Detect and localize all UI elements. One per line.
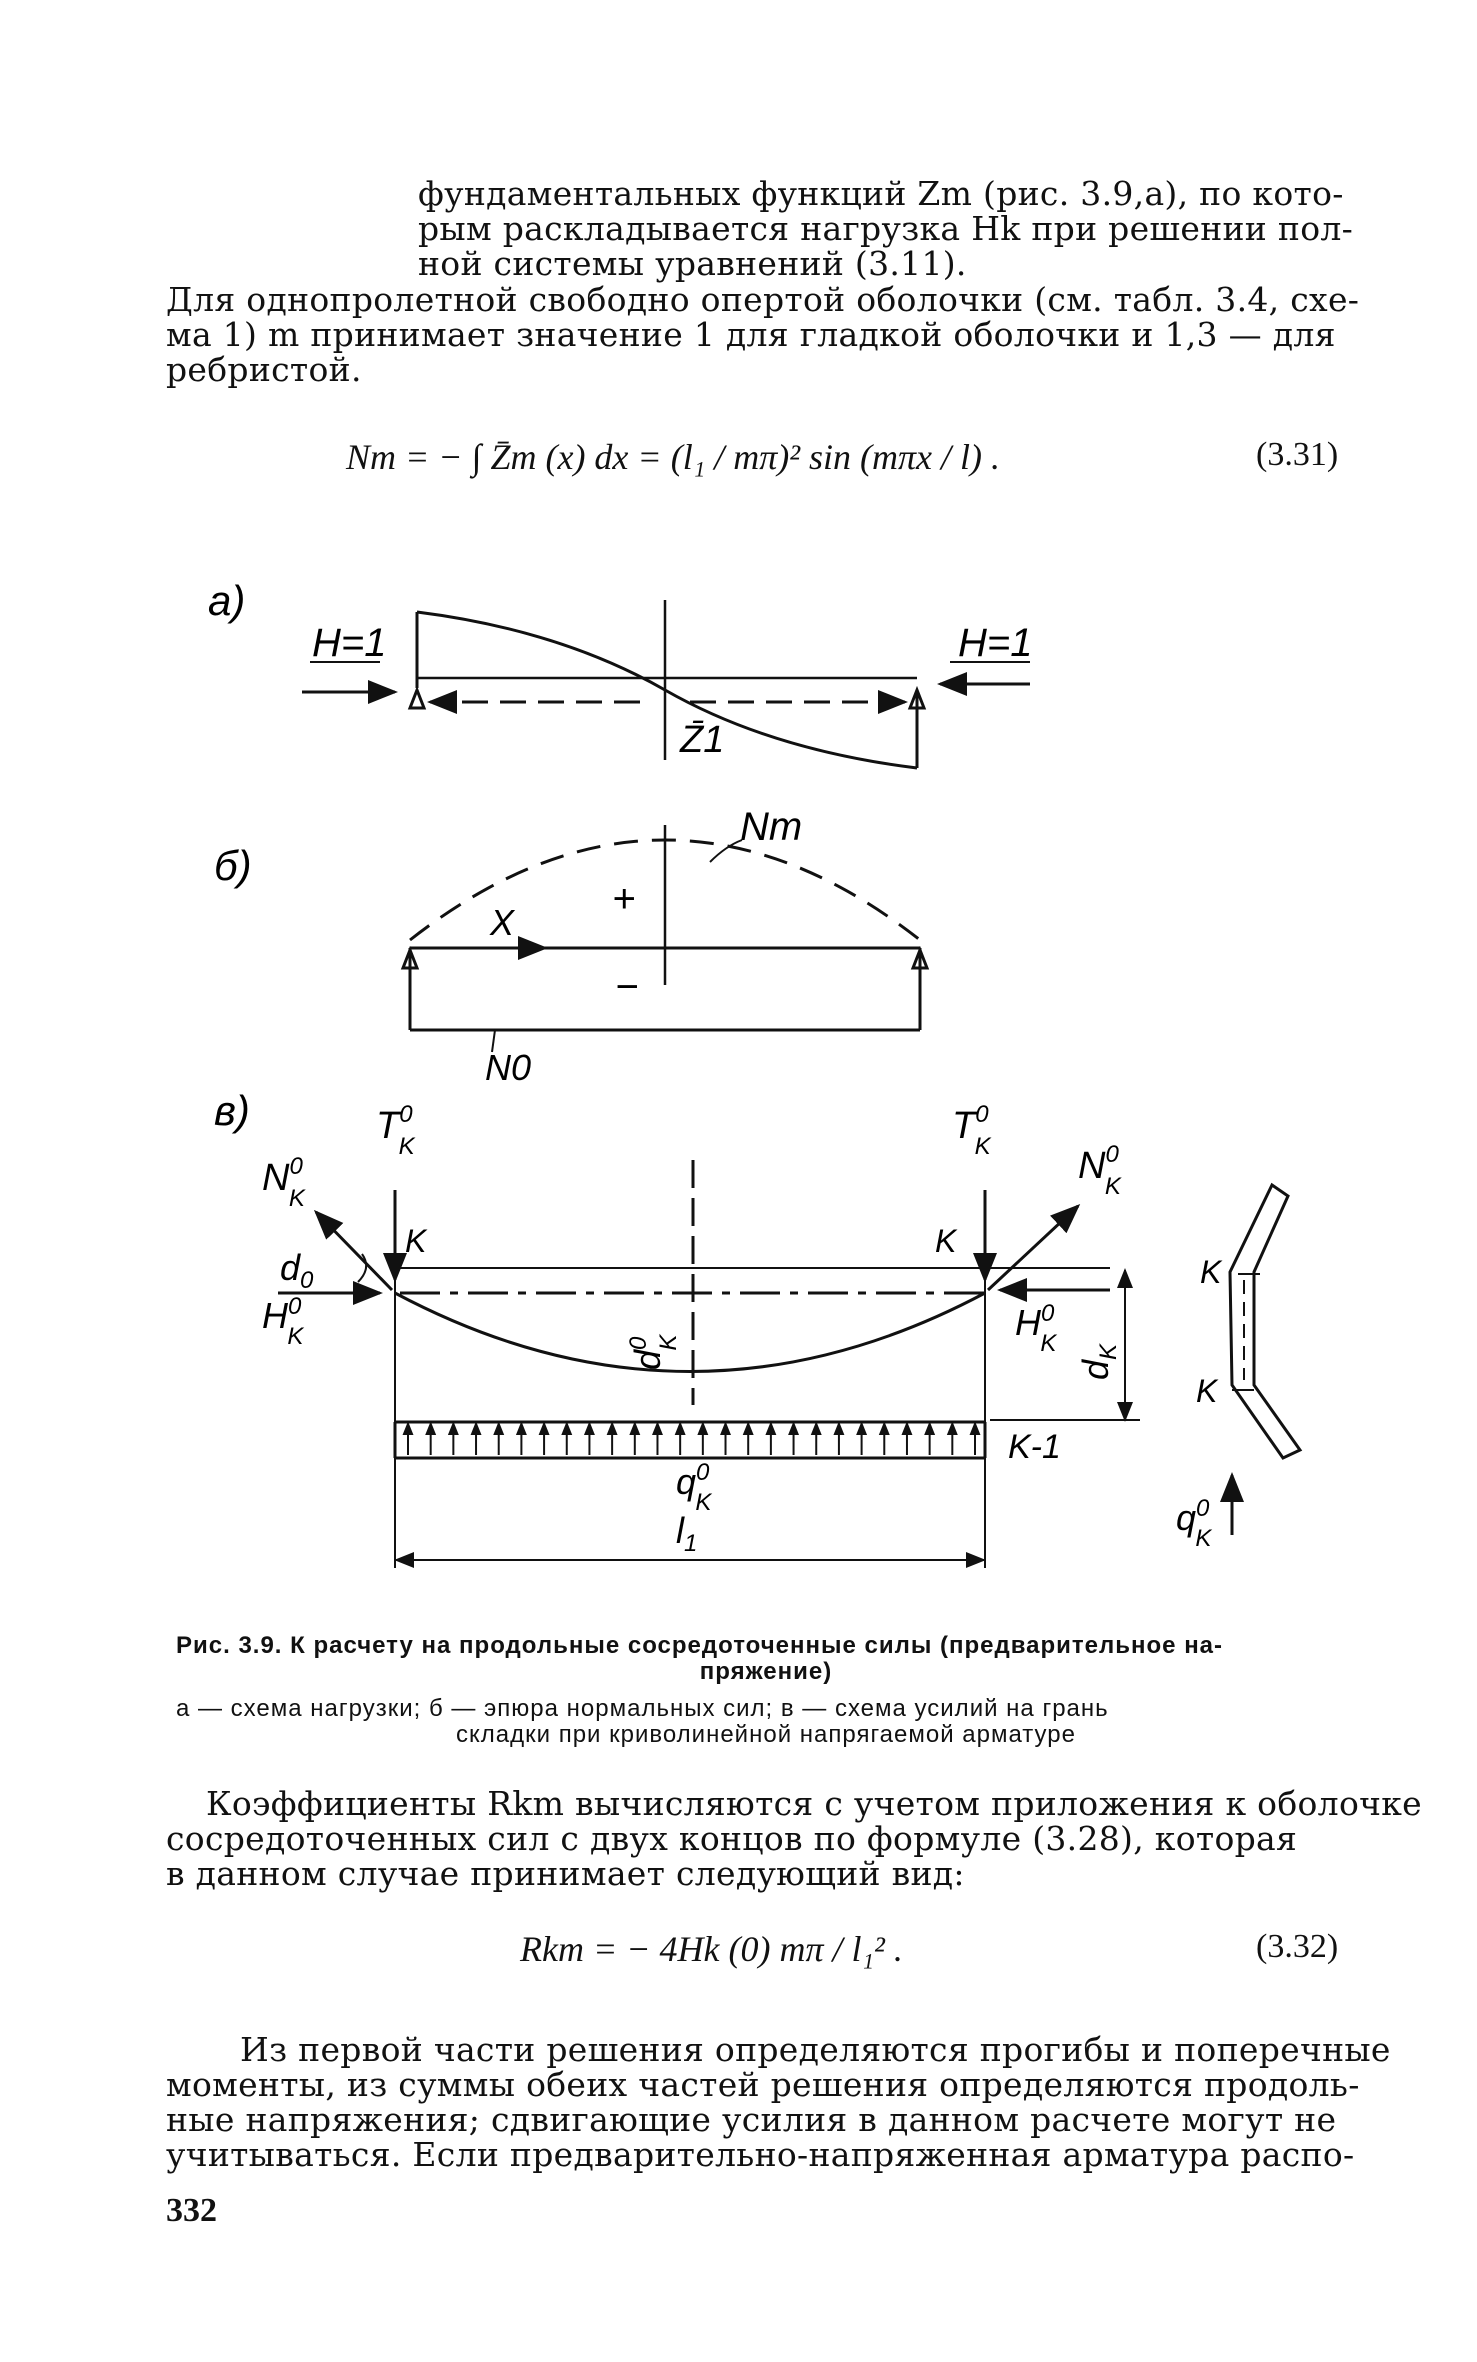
- paragraph-3: [166, 1784, 1422, 1893]
- load-arrow-head: [971, 1424, 979, 1434]
- text-line: учитываться. Если предварительно-напряженная арматура распо-: [166, 2135, 1355, 2174]
- qk0-label: $q^0$ K: [676, 1459, 712, 1516]
- text-line: сосредоточенных сил с двух концов по формуле (3.28), которая: [166, 1819, 1298, 1858]
- load-arrow-head: [903, 1424, 911, 1434]
- load-arrow-head: [472, 1424, 480, 1434]
- tk0-left-label: $T^0$ K: [376, 1101, 415, 1160]
- k-right-label: K: [935, 1223, 957, 1259]
- hk0-right-label: $H^0$ K: [1015, 1300, 1057, 1357]
- minus-sign: −: [615, 965, 639, 1009]
- k-left-label: K: [405, 1223, 427, 1259]
- text-line: Коэффициенты Rkm вычисляются с учетом приложения к оболочке: [206, 1784, 1422, 1823]
- equation-number: (3.31): [1256, 436, 1339, 473]
- load-arrow-head: [880, 1424, 888, 1434]
- detail-qk0-label: $q^0$ K: [1176, 1495, 1212, 1552]
- load-arrow-head: [631, 1424, 639, 1434]
- text-line: ма 1) m принимает значение 1 для гладкой оболочки и 1,3 — для: [166, 315, 1336, 354]
- load-arrow-head: [449, 1424, 457, 1434]
- z1-label: Z̄1: [680, 719, 725, 761]
- text-line: ные напряжения; сдвигающие усилия в данном расчете могут не: [166, 2100, 1337, 2139]
- load-arrow-head: [790, 1424, 798, 1434]
- plus-sign: +: [612, 877, 636, 921]
- load-arrow-head: [858, 1424, 866, 1434]
- n0-label: N0: [485, 1047, 532, 1088]
- text-line: в данном случае принимает следующий вид:: [166, 1854, 965, 1893]
- load-arrow-head: [427, 1424, 435, 1434]
- load-arrow-head: [722, 1424, 730, 1434]
- detail-k-lower-label: K: [1196, 1373, 1218, 1409]
- x-label: X: [490, 902, 515, 943]
- detail-k-upper-label: K: [1200, 1254, 1222, 1290]
- load-arrow-head: [926, 1424, 934, 1434]
- load-arrow-head: [812, 1424, 820, 1434]
- caption-line: пряжение): [699, 1658, 833, 1685]
- load-arrow-head: [608, 1424, 616, 1434]
- text-line: ной системы уравнений (3.11).: [418, 244, 967, 283]
- equation-number: (3.32): [1256, 1928, 1339, 1965]
- dk0-label: $d^0$ K: [625, 1334, 682, 1370]
- load-arrow-head: [404, 1424, 412, 1434]
- load-arrow-head: [563, 1424, 571, 1434]
- caption-line: а — схема нагрузки; б — эпюра нормальных сил; в — схема усилий на грань: [176, 1695, 1109, 1722]
- load-arrow-head: [585, 1424, 593, 1434]
- load-arrow-head: [767, 1424, 775, 1434]
- figure-caption-title: [176, 1633, 1356, 1685]
- figure-3-9: [0, 560, 1477, 1580]
- d0-label: $d_0$: [280, 1247, 314, 1294]
- page-number: 332: [166, 2192, 217, 2229]
- k1-label: K-1: [1008, 1428, 1061, 1466]
- nk0-left-label: $N^0$ K: [262, 1153, 305, 1212]
- equation-3-32: Rkm = − 4Hk (0) mπ / l₁² .: [520, 1929, 903, 1969]
- load-arrow-head: [517, 1424, 525, 1434]
- load-arrow-head: [699, 1424, 707, 1434]
- equation-3-31: Nm = − ∫ Z̄m (x) dx = (l₁ / mπ)² sin (mπx / l) .: [346, 437, 1001, 477]
- text-line: фундаментальных функций Zm (рис. 3.9,a), по кото-: [418, 174, 1344, 213]
- load-arrow-head: [676, 1424, 684, 1434]
- panel-b-label: б): [214, 842, 252, 889]
- load-arrow-head: [948, 1424, 956, 1434]
- nk0-right-label: $N^0$ K: [1078, 1141, 1121, 1200]
- nm-label: Nm: [740, 805, 803, 849]
- paragraph-4: [166, 2030, 1391, 2174]
- load-arrow-head: [540, 1424, 548, 1434]
- panel-c-label: в): [214, 1087, 250, 1134]
- paragraph-1: [418, 174, 1354, 283]
- h-left-label: H=1: [312, 621, 387, 665]
- text-line: рым раскладывается нагрузка Hk при решении пол-: [418, 209, 1354, 248]
- load-arrow-head: [653, 1424, 661, 1434]
- figure-caption-legend: [176, 1696, 1356, 1748]
- caption-line: Рис. 3.9. К расчету на продольные сосредоточенные силы (предварительное на-: [176, 1632, 1224, 1659]
- text-line: Для однопролетной свободно опертой оболочки (см. табл. 3.4, схе-: [166, 280, 1360, 319]
- load-arrow-head: [835, 1424, 843, 1434]
- panel-a-label: a): [208, 577, 246, 624]
- tk0-right-label: $T^0$ K: [952, 1101, 991, 1160]
- h-right-label: H=1: [958, 621, 1033, 665]
- paragraph-2: [166, 280, 1360, 389]
- l1-label: $l_1$: [676, 1510, 698, 1557]
- text-line: Из первой части решения определяются прогибы и поперечные: [240, 2030, 1391, 2069]
- hk0-left-label: $H^0$ K: [262, 1293, 304, 1350]
- text-line: моменты, из суммы обеих частей решения определяются продоль-: [166, 2065, 1360, 2104]
- text-line: ребристой.: [166, 350, 362, 389]
- dk-label: $d_K$: [1075, 1343, 1122, 1380]
- load-arrow-head: [495, 1424, 503, 1434]
- load-arrow-head: [744, 1424, 752, 1434]
- caption-line: складки при криволинейной напрягаемой арматуре: [456, 1721, 1076, 1748]
